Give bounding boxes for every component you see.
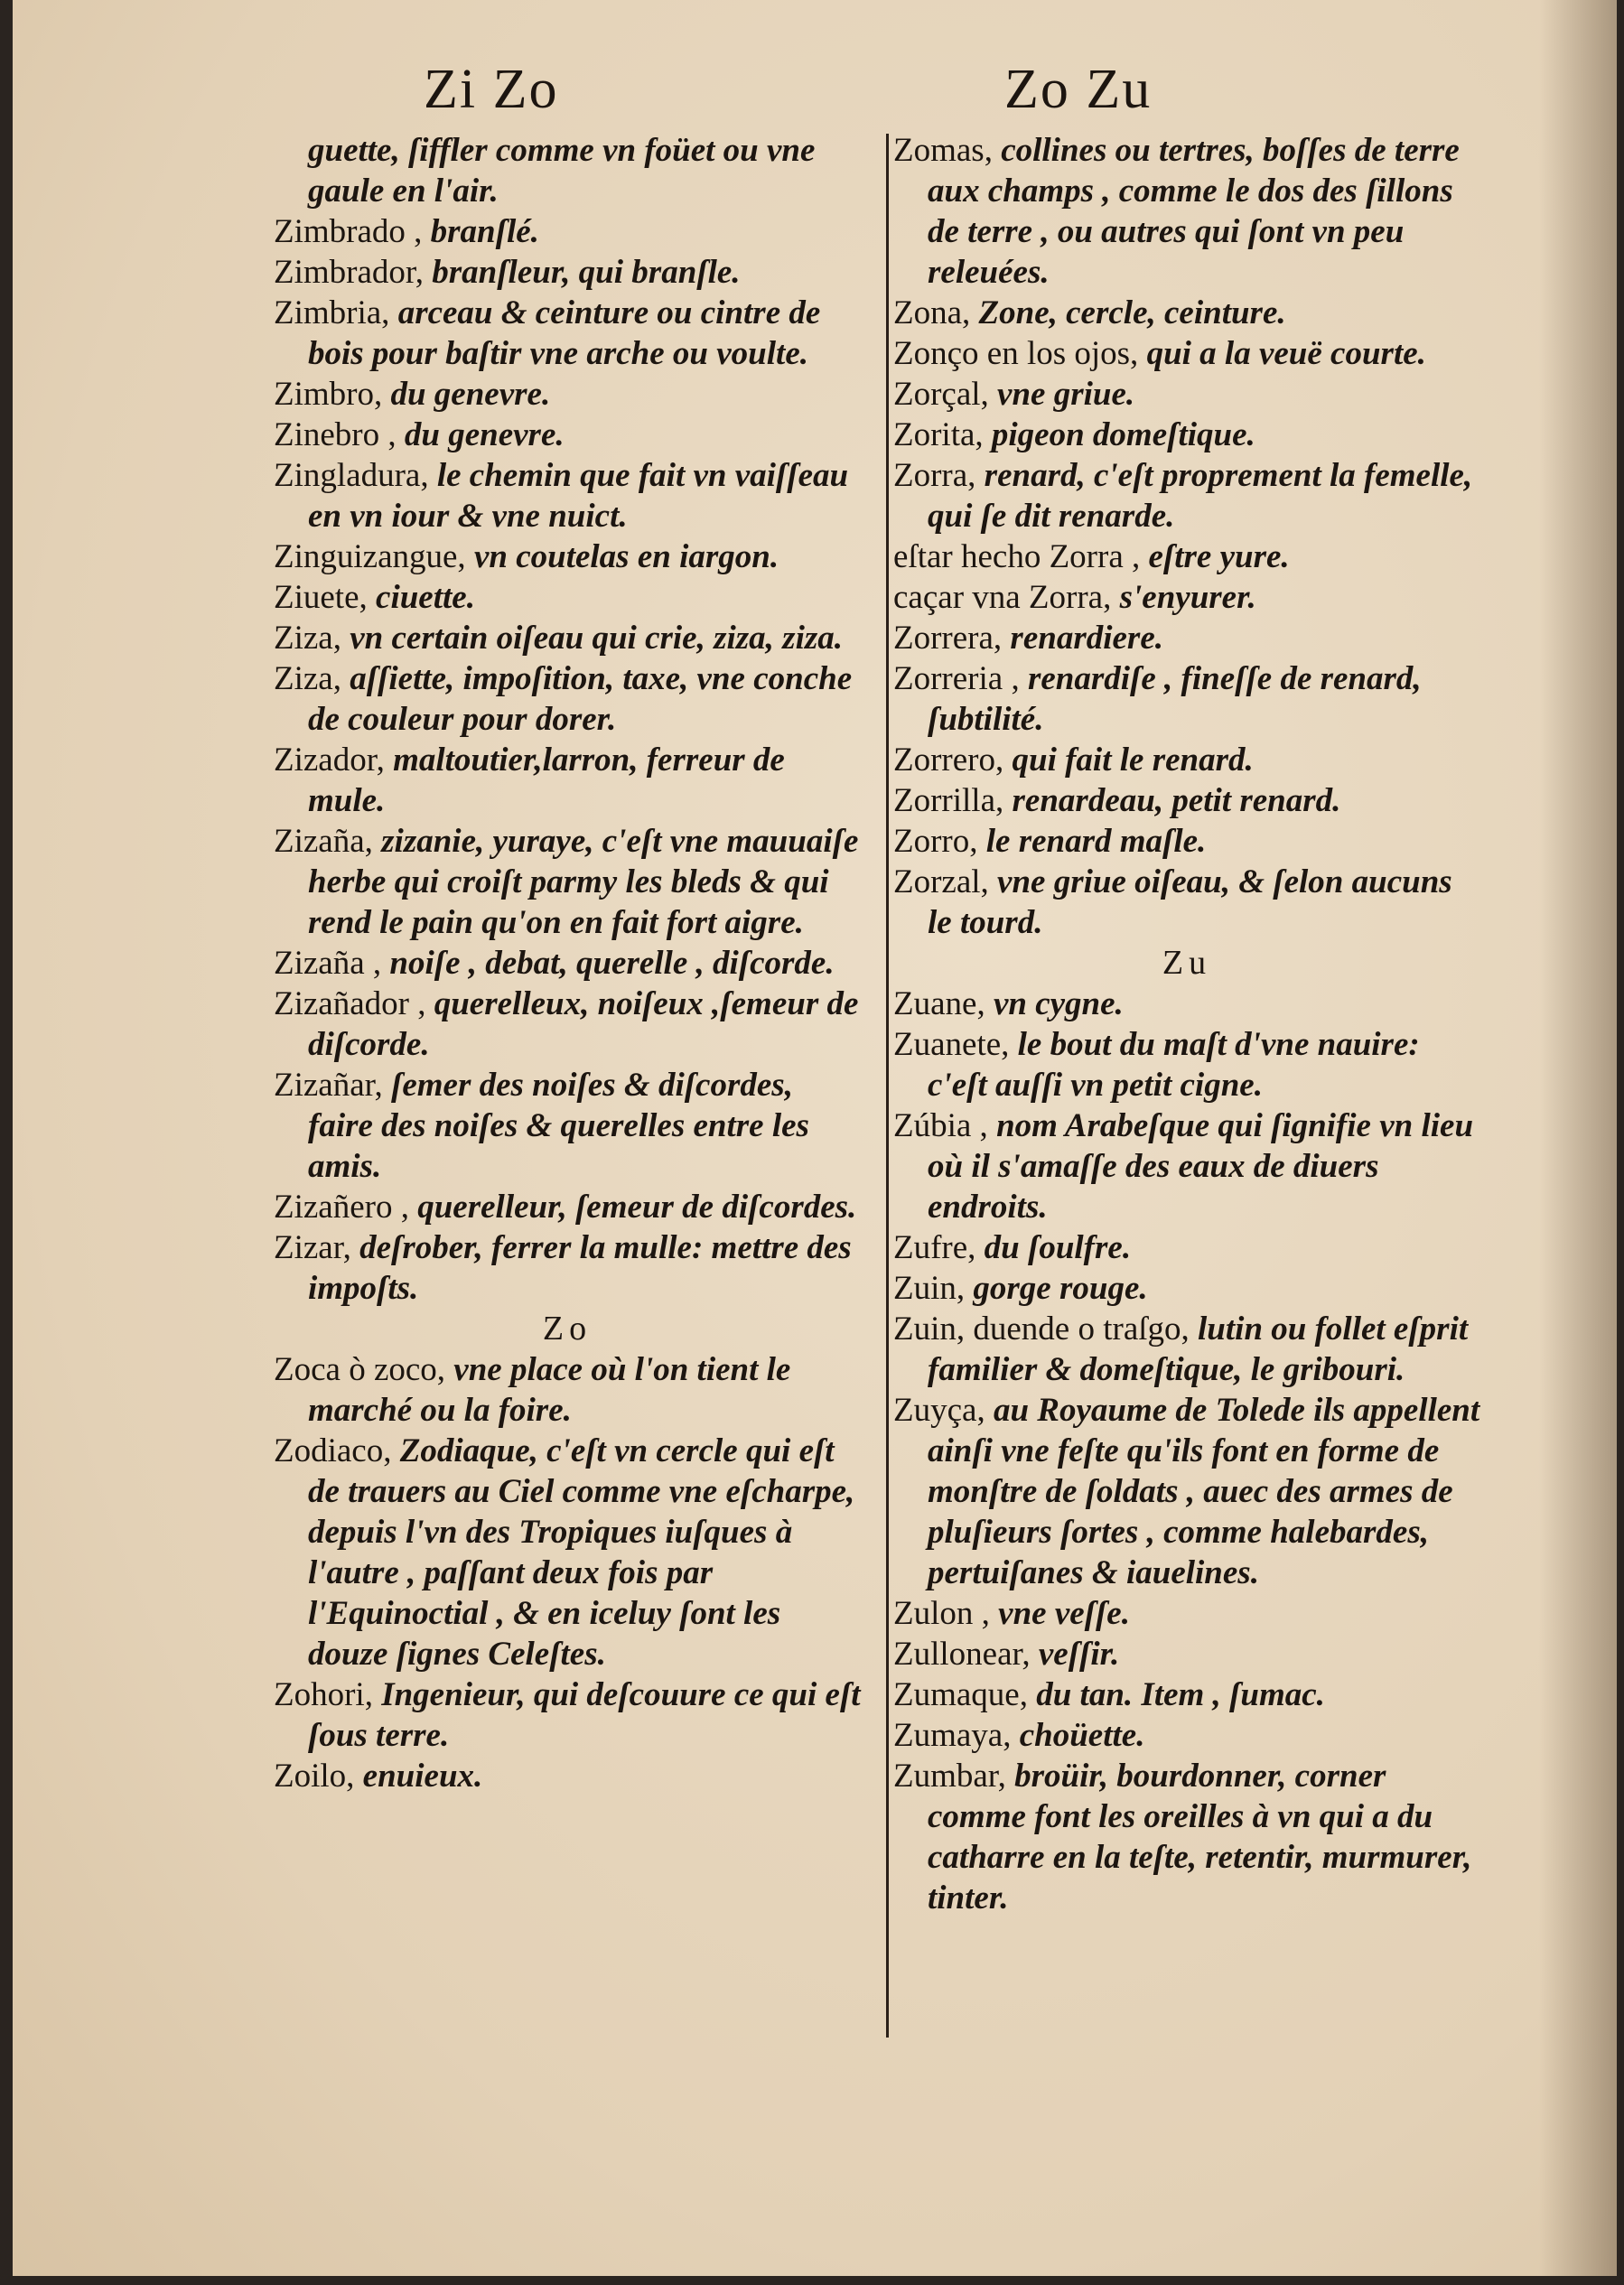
entry-definition: vne veſſe. [998,1595,1130,1632]
entry-headword: Zulon , [893,1595,999,1632]
dictionary-entry [893,1390,1480,1593]
entry-headword: Zumbar, [893,1758,1015,1795]
entry-headword: Ziuete, [274,579,377,616]
entry-headword: Zimbria, [274,294,398,331]
entry-definition: au Royaume de Tolede ils appellent ainſi vne feſte qu'ils font en forme de monſtre de ſoldats , auec des armes de pluſieurs ſortes , comme halebardes, pertuiſanes & iauelines. [928,1392,1480,1591]
entry-definition: zizanie, yuraye, c'eſt vne mauuaiſe herbe qui croiſt parmy les bleds & qui rend le pain qu'on en fait fort aigre. [308,823,859,941]
entry-definition: le renard maſle. [985,823,1207,860]
entry-headword: Zona, [893,294,979,331]
entry-headword: Zufre, [893,1229,985,1266]
entry-definition: choüette. [1019,1717,1145,1754]
dictionary-entry [893,780,1480,821]
entry-definition: du genevre. [404,416,565,453]
entry-definition: vne griue oiſeau, & ſelon aucuns le tourd. [928,863,1452,941]
entry-headword: Zoilo, [274,1758,363,1795]
entry-definition: qui a la veuë courte. [1146,335,1426,372]
entry-definition: vn cygne. [993,985,1124,1022]
entry-definition: renard, c'eſt proprement la femelle, qui ſe dit renarde. [928,457,1473,535]
dictionary-entry [274,740,861,821]
entry-definition: du tan. Item , ſumac. [1036,1676,1325,1713]
entry-headword: eſtar hecho Zorra , [893,538,1149,575]
entry-definition: vn certain oiſeau qui crie, ziza, ziza. [350,620,844,657]
dictionary-entry [893,1756,1480,1918]
dictionary-entry [274,821,861,943]
entry-headword: Zuyça, [893,1392,994,1429]
entry-headword: Zúbia , [893,1107,997,1144]
entry-definition: collines ou tertres, boſſes de terre aux champs , comme le dos des ſillons de terre , ou autres qui ſont vn peu releuées. [928,132,1460,291]
entry-definition: le bout du maſt d'vne nauire: c'eſt auſſi vn petit cigne. [928,1026,1420,1104]
entry-definition: Zodiaque, c'eſt vn cercle qui eſt de trauers au Ciel comme vne eſcharpe, depuis l'vn des Tropiques iuſques à l'autre , paſſant deux fois par l'Equinoctial , & en iceluy ſont les douze ſignes Celeſtes. [308,1432,855,1673]
entry-definition: maltoutier,larron, ferreur de mule. [308,741,785,819]
dictionary-entry [274,130,861,211]
dictionary-entry [893,455,1480,536]
dictionary-entry [893,1105,1480,1227]
dictionary-entry [893,1024,1480,1105]
entry-definition: Zone, cercle, ceinture. [978,294,1286,331]
dictionary-entry [893,130,1480,293]
dictionary-entry [274,618,861,658]
dictionary-entry [274,415,861,455]
entry-headword: Zuin, duende o traſgo, [893,1310,1199,1348]
dictionary-entry [893,293,1480,333]
dictionary-entry [893,984,1480,1024]
entry-headword: Zimbrador, [274,254,433,291]
entry-headword: Zuanete, [893,1026,1018,1063]
entry-definition: vn coutelas en iargon. [473,538,779,575]
dictionary-entry [893,862,1480,943]
entry-headword: Zorreria , [893,660,1028,697]
dictionary-entry [893,1593,1480,1634]
entry-headword: Zizador, [274,741,394,779]
entry-definition: nom Arabeſque qui ſignifie vn lieu où il s'amaſſe des eaux de diuers endroits. [928,1107,1474,1226]
entry-definition: renardiere. [1010,620,1163,657]
section-heading: Zu [1162,944,1212,982]
entry-headword: Zorrilla, [893,782,1013,819]
entry-headword: Zoca ò zoco, [274,1351,454,1388]
entry-headword: Zizañero , [274,1189,418,1226]
entry-definition: gorge rouge. [973,1270,1148,1307]
right-column [893,130,1480,1918]
entry-headword: Zodiaco, [274,1432,400,1469]
entry-headword: Zorita, [893,416,992,453]
dictionary-entry [274,374,861,415]
entry-definition: eſtre yure. [1148,538,1290,575]
entry-headword: Zizar, [274,1229,360,1266]
entry-headword: Ziza, [274,660,350,697]
entry-headword: Zizaña , [274,945,390,982]
entry-headword: Zuin, [893,1270,974,1307]
dictionary-entry [893,618,1480,658]
dictionary-entry [274,455,861,536]
entry-definition: guette, ſiffler comme vn foüet ou vne gaule en l'air. [308,132,816,210]
entry-headword: Zinguizangue, [274,538,474,575]
entry-headword: caçar vna Zorra, [893,579,1120,616]
entry-definition: noiſe , debat, querelle , diſcorde. [389,945,835,982]
dictionary-entry [274,1187,861,1227]
column-divider [886,134,889,2038]
entry-headword: Zumaque, [893,1676,1037,1713]
entry-headword: Zimbrado , [274,213,431,250]
dictionary-entry [274,1756,861,1796]
dictionary-entry [274,536,861,577]
entry-headword: Zizañar, [274,1067,391,1104]
entry-definition: enuieux. [362,1758,483,1795]
entry-definition: du ſoulfre. [984,1229,1132,1266]
entry-headword: Zullonear, [893,1636,1039,1673]
dictionary-entry [274,252,861,293]
dictionary-entry [274,1065,861,1187]
dictionary-entry [893,1674,1480,1715]
entry-definition: querelleux, noiſeux ,ſemeur de diſcorde. [308,985,859,1063]
entry-headword: Ziza, [274,620,350,657]
entry-definition: deſrober, ferrer la mulle: mettre des impoſts. [308,1229,852,1307]
page-header-left: Zi Zo [424,59,559,120]
entry-headword: Zizaña, [274,823,382,860]
dictionary-entry [893,536,1480,577]
dictionary-entry [893,740,1480,780]
page-header-right: Zo Zu [1004,59,1153,120]
entry-headword: Zorra, [893,457,985,494]
entry-definition: qui fait le renard. [1012,741,1254,779]
entry-definition: broüir, bourdonner, corner comme font les oreilles à vn qui a du catharre en la teſte, retentir, murmurer, tinter. [928,1758,1472,1917]
entry-definition: vne place où l'on tient le marché ou la foire. [308,1351,791,1429]
entry-headword: Zimbro, [274,376,391,413]
entry-headword: Zumaya, [893,1717,1020,1754]
gutter-shadow [1539,0,1617,2276]
dictionary-entry [893,415,1480,455]
entry-definition: ſemer des noiſes & diſcordes, faire des noiſes & querelles entre les amis. [308,1067,809,1185]
entry-definition: renardeau, petit renard. [1012,782,1341,819]
entry-definition: ciuette. [376,579,475,616]
dictionary-entry [893,577,1480,618]
entry-headword: Zorrera, [893,620,1011,657]
dictionary-entry [893,1634,1480,1674]
section-heading: Zo [542,1310,593,1348]
entry-definition: aſſiette, impoſition, taxe, vne conche de couleur pour dorer. [308,660,853,738]
entry-definition: lutin ou follet eſprit familier & domeſtique, le gribouri. [928,1310,1469,1388]
entry-headword: Zohori, [274,1676,382,1713]
dictionary-entry [274,293,861,374]
entry-definition: le chemin que fait vn vaiſſeau en vn iour & vne nuict. [308,457,849,535]
entry-definition: du genevre. [390,376,551,413]
entry-headword: Zomas, [893,132,1002,169]
dictionary-entry [893,821,1480,862]
entry-definition: renardiſe , fineſſe de renard, ſubtilité. [928,660,1422,738]
entry-headword: Zorzal, [893,863,998,900]
dictionary-entry [274,577,861,618]
dictionary-entry [274,1431,861,1674]
dictionary-page [13,0,1617,2276]
entry-headword: Zingladura, [274,457,437,494]
dictionary-entry [274,1674,861,1756]
entry-headword: Zuane, [893,985,994,1022]
dictionary-entry [274,943,861,984]
entry-headword: Zorçal, [893,376,998,413]
left-column [274,130,861,1796]
entry-definition: pigeon domeſtique. [991,416,1255,453]
entry-headword: Zonço en los ojos, [893,335,1147,372]
entry-definition: veſſir. [1038,1636,1120,1673]
entry-definition: arceau & ceinture ou cintre de bois pour baſtir vne arche ou voulte. [308,294,821,372]
dictionary-entry [274,984,861,1065]
entry-definition: Ingenieur, qui deſcouure ce qui eſt ſous terre. [308,1676,861,1754]
entry-definition: branſleur, qui branſle. [432,254,741,291]
entry-headword: Zinebro , [274,416,405,453]
entry-definition: s'enyurer. [1119,579,1256,616]
dictionary-entry [893,374,1480,415]
dictionary-entry [893,1227,1480,1268]
entry-headword: Zizañador , [274,985,434,1022]
entry-definition: querelleur, ſemeur de diſcordes. [417,1189,857,1226]
dictionary-entry [274,658,861,740]
dictionary-entry [893,1715,1480,1756]
entry-headword: Zorrero, [893,741,1013,779]
entry-definition: branſlé. [430,213,539,250]
dictionary-entry [893,658,1480,740]
dictionary-entry [274,211,861,252]
entry-definition: vne griue. [997,376,1135,413]
dictionary-entry [893,333,1480,374]
dictionary-entry [893,1268,1480,1309]
dictionary-entry [274,1349,861,1431]
dictionary-entry [893,1309,1480,1390]
entry-headword: Zorro, [893,823,986,860]
dictionary-entry [274,1227,861,1309]
